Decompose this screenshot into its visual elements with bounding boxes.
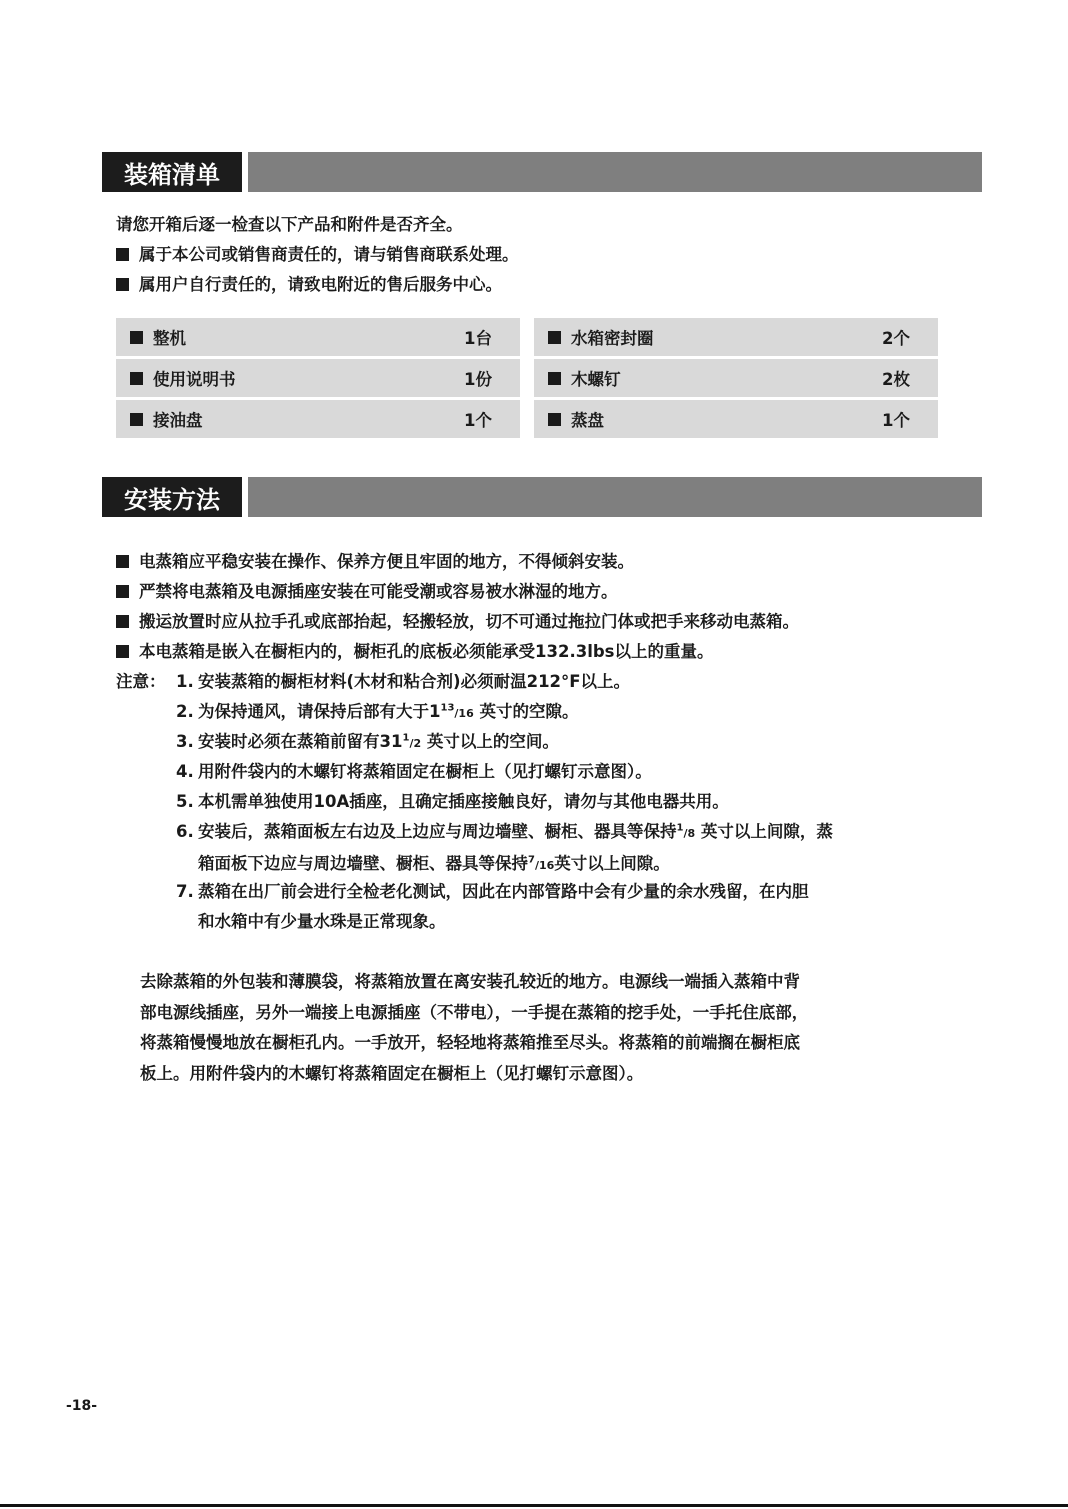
installation-title: 安装方法 [102,477,242,517]
item-qty: 2个 [882,329,910,348]
note-label: 注意： [116,672,166,691]
item-name: 整机 [153,329,186,348]
item-name: 水箱密封圈 [571,329,654,348]
square-bullet-icon [116,615,129,628]
note-item-1: 1. 安装蒸箱的橱柜材料(木材和粘合剂)必须耐温212°F以上。 [176,672,631,691]
packing-item [116,318,520,356]
installation-paragraph: 去除蒸箱的外包装和薄膜袋，将蒸箱放置在离安装孔较近的地方。电源线一端插入蒸箱中背 部电源线插座，另外一端接上电源插座（不带电），一手提在蒸箱的挖手处，一手托住底部， 将蒸箱慢慢地放在橱柜孔内。一手放开，轻轻地将蒸箱推至尽头。将蒸箱的前端搁在橱柜底 板上。用附件袋内的木螺钉将蒸箱固定在橱柜上（见打螺钉示意图）。 [140,972,809,1083]
header-bar [248,477,982,517]
note-item-2: 2. 为保持通风，请保持后部有大于$1^{13}/16$ 英寸的空隙。 [176,702,579,721]
packing-bullet: 属用户自行责任的，请致电附近的售后服务中心。 [116,270,502,300]
packing-item [534,318,938,356]
install-bullet: 本电蒸箱是嵌入在橱柜内的，橱柜孔的底板必须能承受132.3lbs以上的重量。 [116,637,713,667]
packing-intro: 请您开箱后逐一检查以下产品和附件是否齐全。 [116,215,463,234]
square-bullet-icon [116,278,129,291]
item-name: 蒸盘 [571,411,604,430]
item-qty: 1份 [464,370,492,389]
square-bullet-icon [130,413,143,426]
item-qty: 1台 [464,329,492,348]
square-bullet-icon [116,555,129,568]
packing-item [534,359,938,397]
packing-item [116,359,520,397]
square-bullet-icon [130,331,143,344]
install-bullet: 严禁将电蒸箱及电源插座安装在可能受潮或容易被水淋湿的地方。 [116,577,618,607]
item-name: 使用说明书 [153,370,236,389]
note-item-4: 4. 用附件袋内的木螺钉将蒸箱固定在橱柜上（见打螺钉示意图）。 [176,762,652,781]
packing-list-header [102,152,982,192]
note-item-6: 6. 安装后，蒸箱面板左右边及上边应与周边墙壁、橱柜、器具等保持$^1$/8 英寸以上间隙，蒸 箱面板下边应与周边墙壁、橱柜、器具等保持$^7$/16英寸以上间隙。 [176,822,833,873]
item-name: 接油盘 [153,411,203,430]
square-bullet-icon [116,585,129,598]
square-bullet-icon [548,372,561,385]
page-number: -18- [66,1398,98,1414]
packing-items-table [116,318,938,438]
install-bullet: 搬运放置时应从拉手孔或底部抬起，轻搬轻放，切不可通过拖拉门体或把手来移动电蒸箱。 [116,607,799,637]
item-qty: 1个 [882,411,910,430]
bottom-divider [0,1504,1068,1507]
packing-bullet: 属于本公司或销售商责任的，请与销售商联系处理。 [116,240,519,270]
item-qty: 1个 [464,411,492,430]
note-item-7: 7. 蒸箱在出厂前会进行全检老化测试，因此在内部管路中会有少量的余水残留，在内胆 和水箱中有少量水珠是正常现象。 [176,882,809,931]
note-item-5: 5. 本机需单独使用10A插座，且确定插座接触良好，请勿与其他电器共用。 [176,792,729,811]
note-item-3: 3. 安装时必须在蒸箱前留有$31^1/2$ 英寸以上的空间。 [176,732,559,751]
square-bullet-icon [116,248,129,261]
square-bullet-icon [130,372,143,385]
packing-item [116,400,520,438]
square-bullet-icon [548,331,561,344]
header-bar [248,152,982,192]
install-bullet: 电蒸箱应平稳安装在操作、保养方便且牢固的地方，不得倾斜安装。 [116,547,634,577]
item-qty: 2枚 [882,370,910,389]
installation-header [102,477,982,517]
packing-list-title: 装箱清单 [102,152,242,192]
packing-item [534,400,938,438]
item-name: 木螺钉 [571,370,621,389]
square-bullet-icon [116,645,129,658]
square-bullet-icon [548,413,561,426]
